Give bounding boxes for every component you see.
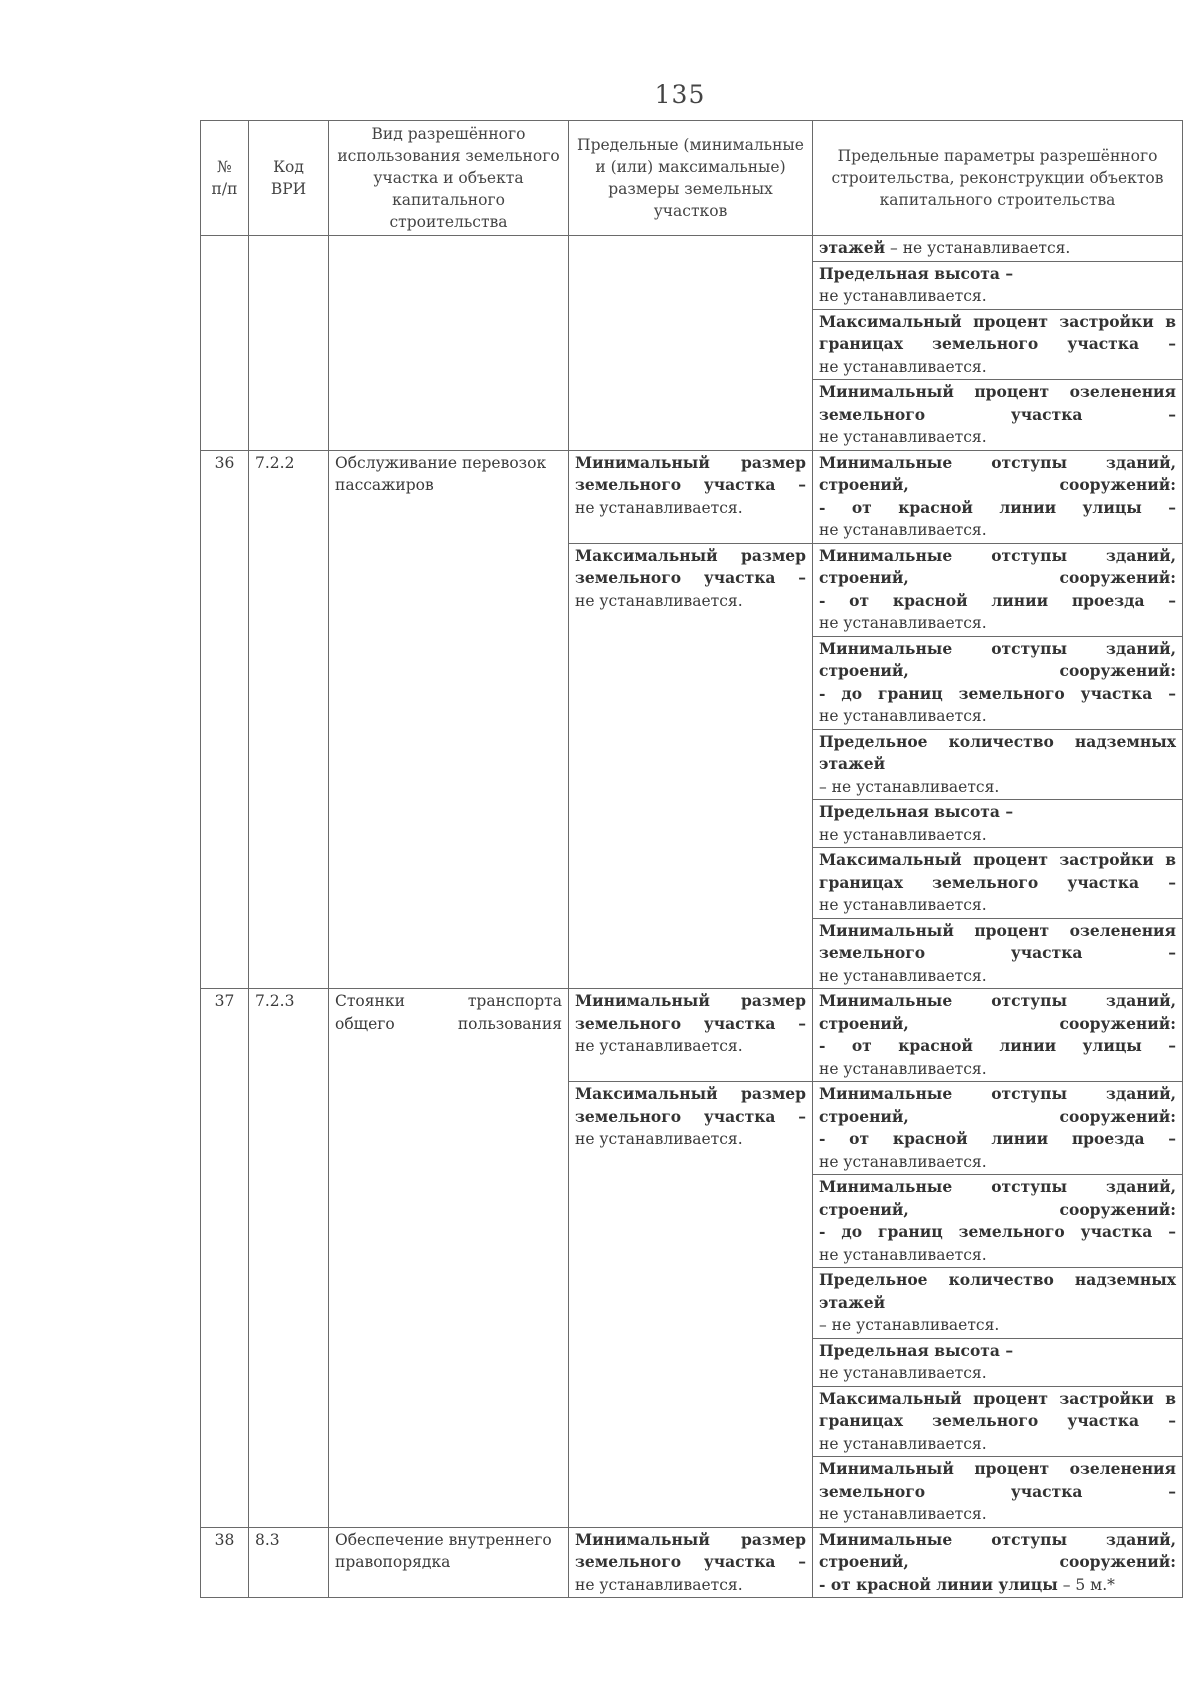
param-cell: Минимальные отступы зданий, строений, сооружений: - от красной линии улицы – 5 м.* [813, 1527, 1183, 1598]
param-cell: Минимальные отступы зданий, строений, сооружений: - от красной линии проезда – не устанавливается. [813, 543, 1183, 636]
param-cell: Предельное количество надземных этажей – не устанавливается. [813, 729, 1183, 800]
cell-use [329, 236, 569, 451]
param-cell: Минимальный процент озеленения земельного участка – не устанавливается. [813, 1457, 1183, 1528]
cell-num: 36 [201, 450, 249, 989]
page-number: 135 [654, 80, 706, 109]
table-row [201, 989, 1183, 1082]
cell-max-size: Максимальный размер земельного участка – не устанавливается. [569, 1082, 813, 1528]
cell-min-size: Минимальный размер земельного участка – не устанавливается. [569, 989, 813, 1082]
cell-code: 8.3 [249, 1527, 329, 1598]
header-size: Предельные (минимальные и (или) максимальные) размеры земельных участков [569, 121, 813, 236]
param-cell: Максимальный процент застройки в границах земельного участка – не устанавливается. [813, 309, 1183, 380]
cell-size [569, 236, 813, 451]
cell-use: Обслуживание перевозок пассажиров [329, 450, 569, 989]
header-use: Вид разрешённого использования земельного участка и объекта капитального строительства [329, 121, 569, 236]
param-cell: Максимальный процент застройки в границах земельного участка – не устанавливается. [813, 848, 1183, 919]
cell-code [249, 236, 329, 451]
header-code: Код ВРИ [249, 121, 329, 236]
cell-code: 7.2.2 [249, 450, 329, 989]
param-cell: Минимальный процент озеленения земельного участка – не устанавливается. [813, 380, 1183, 451]
param-cell: Минимальный процент озеленения земельного участка – не устанавливается. [813, 918, 1183, 989]
table-row [201, 450, 1183, 543]
param-cell: Минимальные отступы зданий, строений, сооружений: - от красной линии улицы – не устанавливается. [813, 989, 1183, 1082]
header-params: Предельные параметры разрешённого строительства, реконструкции объектов капитального строительства [813, 121, 1183, 236]
cell-max-size: Максимальный размер земельного участка – не устанавливается. [569, 543, 813, 989]
header-row [201, 121, 1183, 236]
param-cell: Максимальный процент застройки в границах земельного участка – не устанавливается. [813, 1386, 1183, 1457]
cell-use: Стоянки транспорта общего пользования [329, 989, 569, 1528]
header-num: № п/п [201, 121, 249, 236]
cell-num: 38 [201, 1527, 249, 1598]
param-cell: Предельное количество надземных этажей – не устанавливается. [813, 1268, 1183, 1339]
param-cell: этажей – не устанавливается. [813, 236, 1183, 262]
cell-num: 37 [201, 989, 249, 1528]
param-cell: Минимальные отступы зданий, строений, сооружений: - от красной линии улицы – не устанавливается. [813, 450, 1183, 543]
cell-min-size: Минимальный размер земельного участка – не устанавливается. [569, 450, 813, 543]
cell-min-size: Минимальный размер земельного участка – не устанавливается. [569, 1527, 813, 1598]
cell-code: 7.2.3 [249, 989, 329, 1528]
param-cell: Предельная высота – не устанавливается. [813, 800, 1183, 848]
param-cell: Минимальные отступы зданий, строений, сооружений: - до границ земельного участка – не устанавливается. [813, 636, 1183, 729]
param-cell: Минимальные отступы зданий, строений, сооружений: - от красной линии проезда – не устанавливается. [813, 1082, 1183, 1175]
cell-use: Обеспечение внутреннего правопорядка [329, 1527, 569, 1598]
param-cell: Минимальные отступы зданий, строений, сооружений: - до границ земельного участка – не устанавливается. [813, 1175, 1183, 1268]
param-cell: Предельная высота – не устанавливается. [813, 261, 1183, 309]
regulations-table [200, 120, 1183, 1598]
table-row [201, 1527, 1183, 1598]
cell-num [201, 236, 249, 451]
param-cell: Предельная высота – не устанавливается. [813, 1338, 1183, 1386]
table-row [201, 236, 1183, 262]
